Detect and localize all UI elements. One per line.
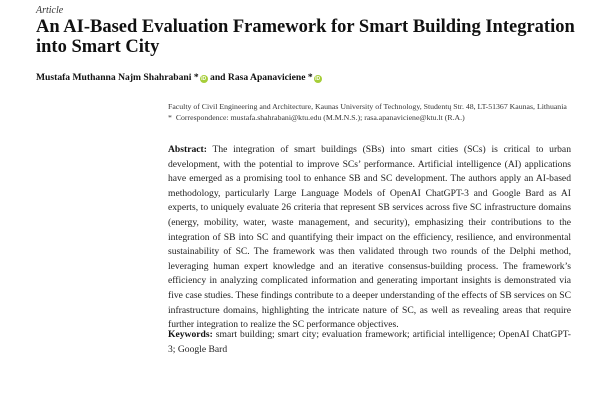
- correspondence-line: [168, 113, 588, 124]
- author-name[interactable]: Rasa Apanaviciene: [227, 72, 306, 83]
- corresponding-marker: *: [193, 72, 199, 83]
- abstract-label: Abstract:: [168, 144, 207, 155]
- orcid-icon[interactable]: iD: [201, 76, 207, 82]
- affiliation-block: [168, 102, 588, 123]
- author-name[interactable]: Mustafa Muthanna Najm Shahrabani: [36, 72, 192, 83]
- author-list: [36, 72, 322, 83]
- abstract-text: The integration of smart buildings (SBs) into smart cities (SCs) is critical to urban development, with the potential to improve SCs’ performance. Artificial intelligence (AI) applications have emerged as a promising tool to enhance SB and SC development. The authors apply an AI-based methodology, particularly Large Language Models of OpenAI ChatGPT-3 and Google Bard as AI experts, to uniquely evaluate 26 criteria that represent SB services across five SC infrastructure domains (energy, mobility, water, waste management, and security), emphasizing their contributions to the integration of SB into SC and quantifying their impact on the efficiency, resilience, and environmental sustainability of SC. The framework was then validated through two rounds of the Delphi method, leveraging human expert knowledge and an iterative consensus-building process. The framework’s efficiency in analyzing complicated information and generating important insights is demonstrated via five case studies. These findings contribute to a deeper understanding of the effects of SB services on SC infrastructure domains, highlighting the intricate nature of SC, as well as revealing areas that require further integration to realize the SC performance objectives.: [168, 144, 572, 331]
- correspondence-marker: *: [168, 112, 172, 122]
- author-joiner: and: [210, 72, 226, 83]
- correspondence-text: Correspondence: mustafa.shahrabani@ktu.edu (M.M.N.S.); rasa.apanaviciene@ktu.lt (R.A.): [175, 112, 465, 122]
- article-type-label: Article: [36, 5, 64, 16]
- abstract: [168, 143, 571, 333]
- keywords-label: Keywords:: [168, 329, 213, 340]
- keywords-text: smart building; smart city; evaluation framework; artificial intelligence; OpenAI ChatGPT-3; Google Bard: [168, 329, 571, 355]
- corresponding-marker: *: [307, 72, 313, 83]
- paper-title: An AI-Based Evaluation Framework for Smart Building Integration into Smart City: [36, 17, 575, 57]
- affiliation-text: Faculty of Civil Engineering and Architecture, Kaunas University of Technology, Studentų Str. 48, LT-51367 Kaunas, Lithuania: [168, 102, 567, 111]
- keywords: [168, 328, 571, 357]
- orcid-icon[interactable]: iD: [315, 76, 321, 82]
